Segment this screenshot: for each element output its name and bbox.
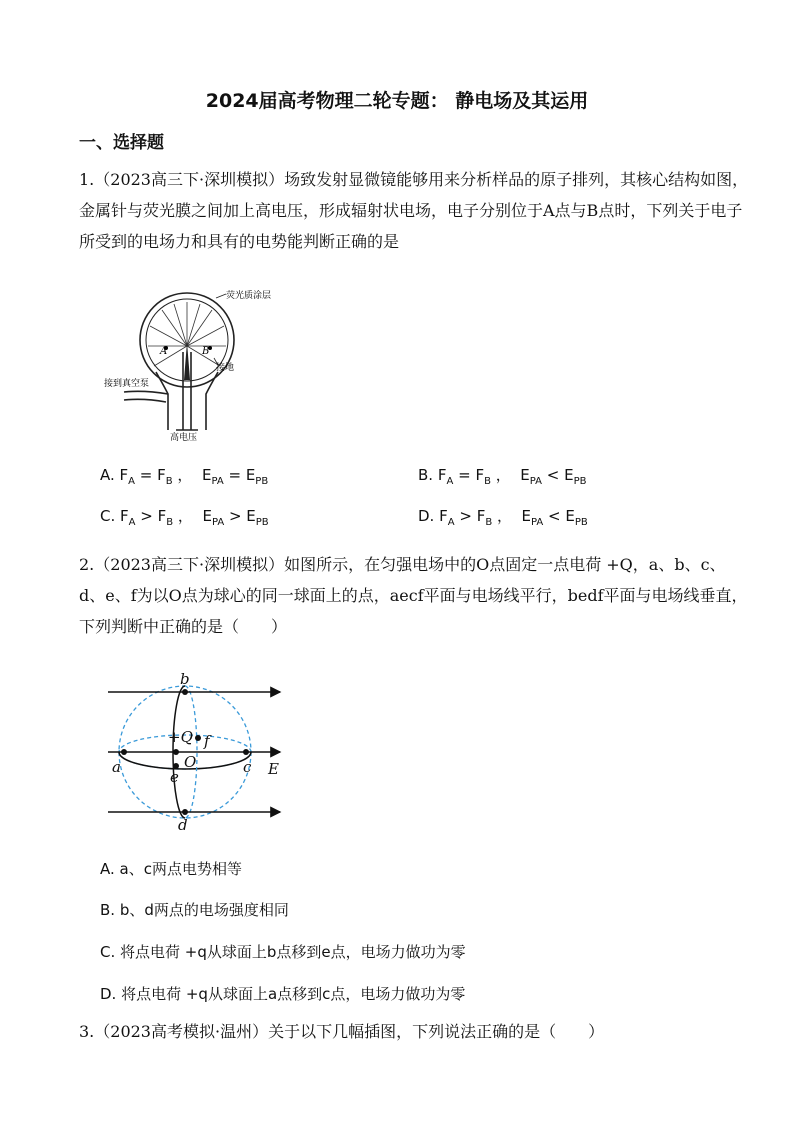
q1-option-d[interactable]: D. $F_A > F_B$ ， $E_{PA} < E_{PB}$	[418, 507, 588, 528]
q2-option-d[interactable]: D. 将点电荷 +q从球面上a点移到c点，电场力做功为零	[100, 985, 466, 1003]
q1-option-b[interactable]: B. $F_A = F_B$ ， $E_{PA} < E_{PB}$	[418, 466, 587, 487]
q2-option-a[interactable]: A. a、c两点电势相等	[100, 860, 242, 878]
q2-option-c[interactable]: C. 将点电荷 +q从球面上b点移到e点，电场力做功为零	[100, 943, 466, 961]
label-f: f	[204, 732, 210, 750]
question-1-stem: 1.（2023高三下·深圳模拟）场致发射显微镜能够用来分析样品的原子排列，其核心结构如图，金属针与荧光膜之间加上高电压，形成辐射状电场，电子分别位于A点与B点时，下列关于电子所受到的电场力和具有的电势能判断正确的是	[79, 170, 749, 251]
label-coating: 荧光质涂层	[226, 291, 272, 301]
q2-option-b[interactable]: B. b、d两点的电场强度相同	[100, 901, 289, 919]
label-point-a: A	[160, 346, 168, 357]
label-origin: O	[184, 753, 197, 771]
label-vacuum-pump: 接到真空泵	[104, 379, 150, 389]
label-field: E	[268, 760, 279, 778]
label-e: e	[170, 768, 179, 786]
q1-option-c[interactable]: C. $F_A > F_B$ ， $E_{PA} > E_{PB}$	[100, 507, 269, 528]
label-charge: +Q	[168, 728, 193, 746]
label-a: a	[112, 758, 121, 776]
section-heading: 一、选择题	[79, 133, 164, 153]
sphere-field-figure	[104, 668, 294, 832]
label-d: d	[178, 816, 188, 832]
question-2-stem: 2.（2023高三下·深圳模拟）如图所示，在匀强电场中的O点固定一点电荷 +Q，a、b、c、d、e、f为以O点为球心的同一球面上的点，aecf平面与电场线平行，bedf平面与电场线垂直，下列判断中正确的是（ ）	[79, 555, 748, 636]
q1-option-a[interactable]: A. $F_A = F_B$ ， $E_{PA} = E_{PB}$	[100, 466, 269, 487]
document-title: 2024届高考物理二轮专题： 静电场及其运用	[205, 90, 589, 112]
label-b: b	[180, 670, 190, 688]
label-ground: 接地	[216, 363, 235, 373]
question-3-stem: 3.（2023高考模拟·温州）关于以下几幅插图，下列说法正确的是（ ）	[79, 1022, 605, 1041]
field-emission-figure	[104, 290, 284, 442]
label-c: c	[243, 758, 252, 776]
label-high-voltage: 高电压	[170, 433, 198, 442]
label-point-b: B	[202, 346, 210, 357]
